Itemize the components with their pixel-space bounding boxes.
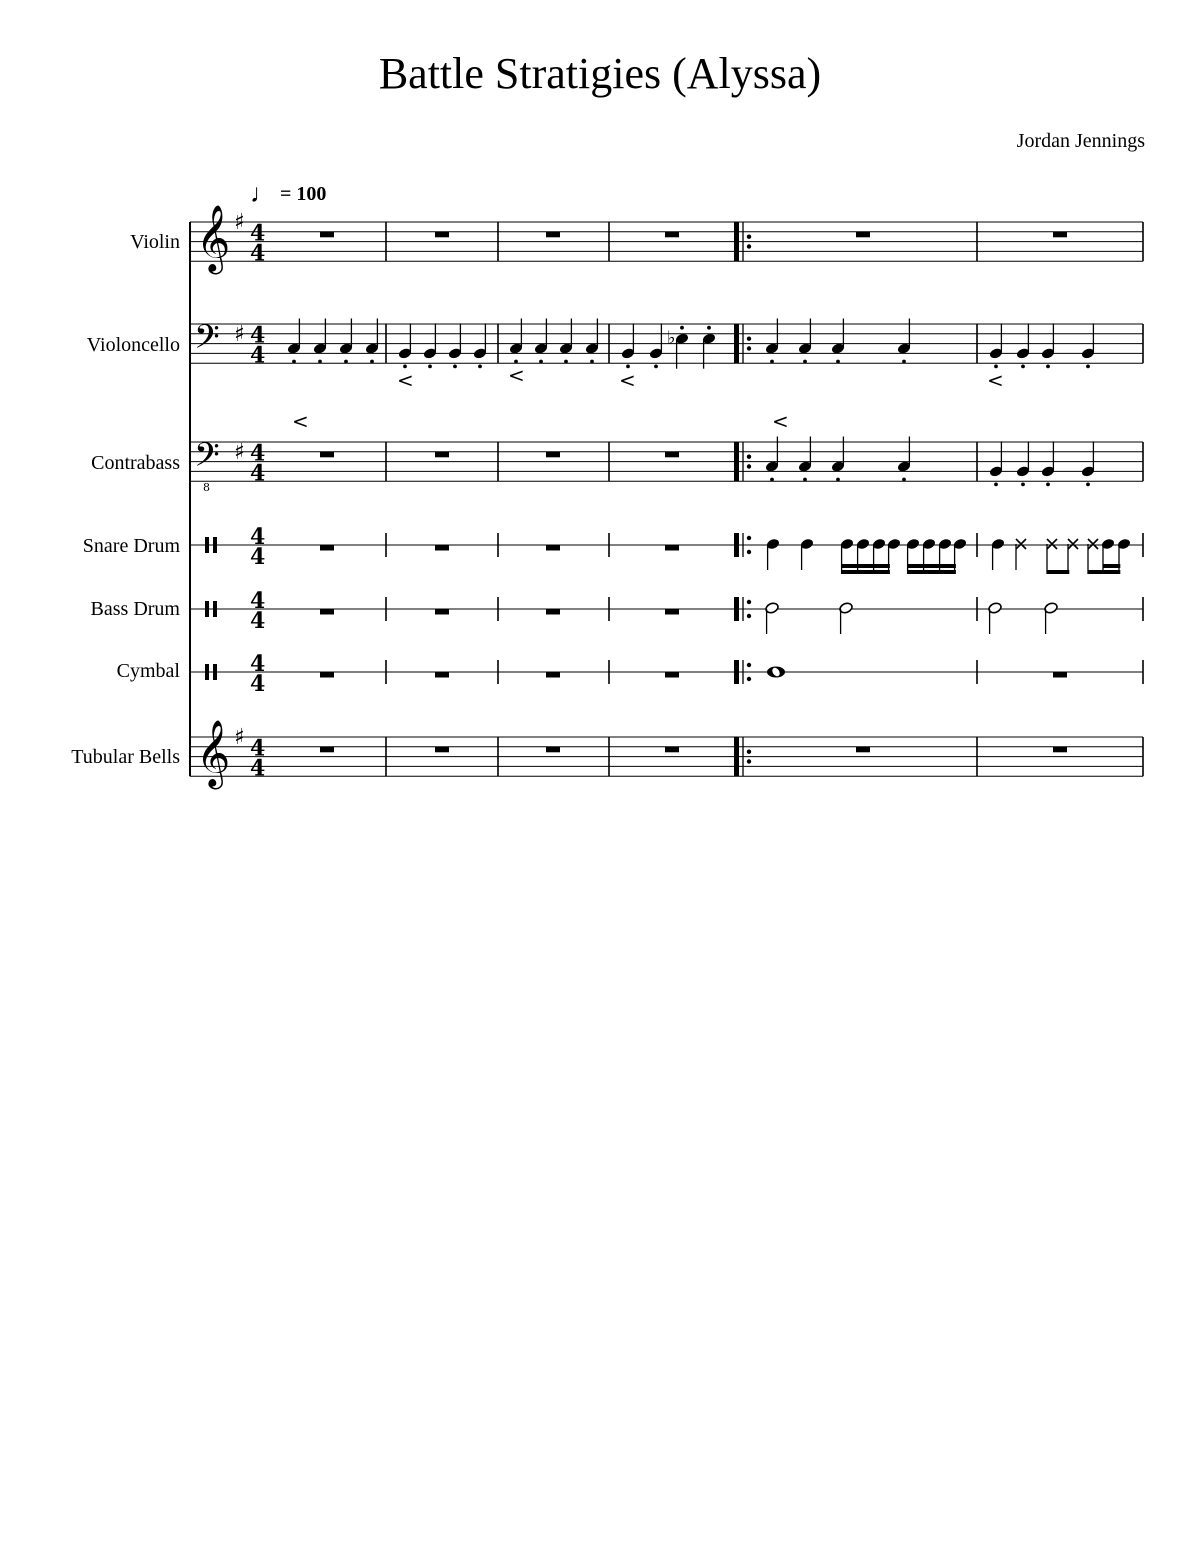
accent-hairpin-icon: < (619, 368, 636, 392)
staff-label-violoncello: Violoncello (86, 334, 180, 356)
staff-label-snare-drum: Snare Drum (82, 535, 180, 557)
staccato-dot (370, 360, 374, 364)
repeat-dot (747, 337, 751, 341)
staccato-dot (1046, 483, 1050, 487)
staff-tubular-bells (190, 737, 1143, 776)
repeat-dot (747, 455, 751, 459)
score-title: Battle Stratigies (Alyssa) (378, 49, 822, 98)
key-sharp-icon: ♯ (234, 725, 245, 750)
repeat-dot (747, 677, 751, 681)
time-sig-numerator: 4 (250, 588, 266, 614)
repeat-dot (747, 663, 751, 667)
staccato-dot (803, 360, 807, 364)
beam-secondary (842, 564, 890, 568)
whole-rest-icon (856, 232, 870, 238)
treble-clef-icon: 𝄞 (196, 203, 231, 272)
key-sharp-icon: ♯ (234, 321, 245, 347)
staccato-dot (590, 360, 594, 364)
whole-rest-icon (665, 545, 679, 551)
time-sig-numerator: 4 (250, 440, 266, 467)
repeat-dot (747, 614, 751, 618)
beam-primary (908, 570, 956, 574)
repeat-thick-barline (734, 442, 739, 481)
tempo-value: = 100 (280, 183, 327, 205)
repeat-thick-barline (734, 737, 739, 776)
whole-rest-icon (665, 747, 679, 753)
staccato-dot (994, 483, 998, 487)
time-sig-denominator: 4 (250, 460, 266, 487)
staccato-dot (1086, 483, 1090, 487)
beam-primary (842, 570, 890, 574)
repeat-dot (747, 550, 751, 554)
staccato-dot (344, 360, 348, 364)
treble-clef-icon: 𝄞 (196, 718, 231, 787)
time-sig-numerator: 4 (250, 651, 266, 677)
whole-rest-icon (435, 232, 449, 238)
beam-secondary (908, 564, 956, 568)
whole-rest-icon (546, 609, 560, 615)
staccato-dot (680, 326, 684, 330)
staccato-dot (836, 478, 840, 482)
time-sig-denominator: 4 (250, 608, 266, 634)
time-sig-denominator: 4 (250, 755, 266, 782)
whole-rest-icon (665, 232, 679, 238)
whole-rest-icon (435, 609, 449, 615)
repeat-dot (747, 346, 751, 350)
staccato-dot (803, 478, 807, 482)
whole-rest-icon (1053, 232, 1067, 238)
time-sig-denominator: 4 (250, 671, 266, 697)
beam-primary (1047, 570, 1069, 574)
repeat-thick-barline (734, 660, 739, 684)
repeat-thick-barline (734, 222, 739, 261)
whole-rest-icon (320, 232, 334, 238)
key-sharp-icon: ♯ (234, 210, 245, 235)
x-notehead-icon (1047, 539, 1057, 549)
x-notehead-icon (1016, 539, 1026, 549)
staccato-dot (1086, 365, 1090, 369)
x-notehead-icon (1088, 539, 1098, 549)
staccato-dot (564, 360, 568, 364)
whole-rest-icon (546, 232, 560, 238)
staccato-dot (292, 360, 296, 364)
staff-label-cymbal: Cymbal (116, 660, 180, 682)
staff-label-bass-drum: Bass Drum (90, 598, 180, 620)
bass-clef-icon: 𝄢 (194, 318, 220, 365)
percussion-clef-icon (205, 664, 209, 680)
percussion-clef-icon (205, 537, 209, 553)
staccato-dot (1021, 365, 1025, 369)
staccato-dot (318, 360, 322, 364)
x-notehead-icon (1068, 539, 1078, 549)
staccato-dot (707, 326, 711, 330)
repeat-dot (747, 600, 751, 604)
time-sig-numerator: 4 (250, 524, 266, 550)
time-sig-denominator: 4 (250, 342, 266, 369)
whole-rest-icon (320, 545, 334, 551)
staff-label-violin: Violin (130, 231, 180, 253)
staff-label-contrabass: Contrabass (91, 452, 180, 474)
repeat-dot (747, 235, 751, 239)
whole-rest-icon (1053, 747, 1067, 753)
whole-rest-icon (546, 452, 560, 458)
accent-hairpin-icon: < (508, 363, 525, 387)
repeat-dot (747, 750, 751, 754)
staccato-dot (428, 365, 432, 369)
repeat-thick-barline (734, 533, 739, 557)
whole-rest-icon (320, 672, 334, 678)
staccato-dot (902, 360, 906, 364)
whole-rest-icon (435, 545, 449, 551)
percussion-clef-icon (213, 537, 217, 553)
accent-hairpin-icon: < (987, 368, 1004, 392)
beam-primary (1088, 570, 1120, 574)
repeat-dot (747, 464, 751, 468)
percussion-clef-icon (213, 664, 217, 680)
repeat-dot (747, 244, 751, 248)
staccato-dot (539, 360, 543, 364)
repeat-dot (747, 536, 751, 540)
staff-contrabass (190, 439, 1143, 481)
whole-rest-icon (665, 609, 679, 615)
whole-rest-icon (546, 747, 560, 753)
whole-rest-icon (320, 452, 334, 458)
whole-rest-icon (435, 452, 449, 458)
percussion-clef-icon (205, 601, 209, 617)
key-sharp-icon: ♯ (234, 439, 245, 465)
staccato-dot (1021, 483, 1025, 487)
flat-accidental-icon: ♭ (667, 327, 676, 349)
whole-rest-icon (546, 545, 560, 551)
repeat-dot (747, 759, 751, 763)
staccato-dot (478, 365, 482, 369)
staff-label-tubular-bells: Tubular Bells (71, 746, 180, 768)
whole-rest-icon (435, 747, 449, 753)
staccato-dot (770, 360, 774, 364)
time-sig-numerator: 4 (250, 220, 266, 247)
whole-rest-icon (546, 672, 560, 678)
whole-rest-icon (665, 452, 679, 458)
time-sig-numerator: 4 (250, 322, 266, 349)
staccato-dot (654, 365, 658, 369)
beam-secondary (1103, 564, 1120, 568)
staff-violin (190, 222, 1143, 261)
whole-rest-icon (665, 672, 679, 678)
accent-hairpin-icon: < (292, 409, 309, 433)
staccato-dot (902, 478, 906, 482)
octave-8-marker: 8 (203, 481, 210, 495)
repeat-thick-barline (734, 324, 739, 363)
whole-rest-icon (435, 672, 449, 678)
whole-rest-icon (320, 747, 334, 753)
time-sig-denominator: 4 (250, 240, 266, 267)
bass-clef-icon: 𝄢 (194, 436, 220, 483)
staccato-dot (453, 365, 457, 369)
accent-hairpin-icon: < (397, 368, 414, 392)
percussion-clef-icon (213, 601, 217, 617)
quarter-note-icon: ♩ (250, 179, 276, 208)
accent-hairpin-icon: < (772, 409, 789, 433)
whole-rest-icon (320, 609, 334, 615)
time-sig-numerator: 4 (250, 735, 266, 762)
staccato-dot (1046, 365, 1050, 369)
staccato-dot (770, 478, 774, 482)
time-sig-denominator: 4 (250, 544, 266, 570)
repeat-thick-barline (734, 597, 739, 621)
staccato-dot (836, 360, 840, 364)
whole-rest-icon (1053, 672, 1067, 678)
composer-name: Jordan Jennings (1016, 130, 1145, 152)
whole-rest-icon (856, 747, 870, 753)
